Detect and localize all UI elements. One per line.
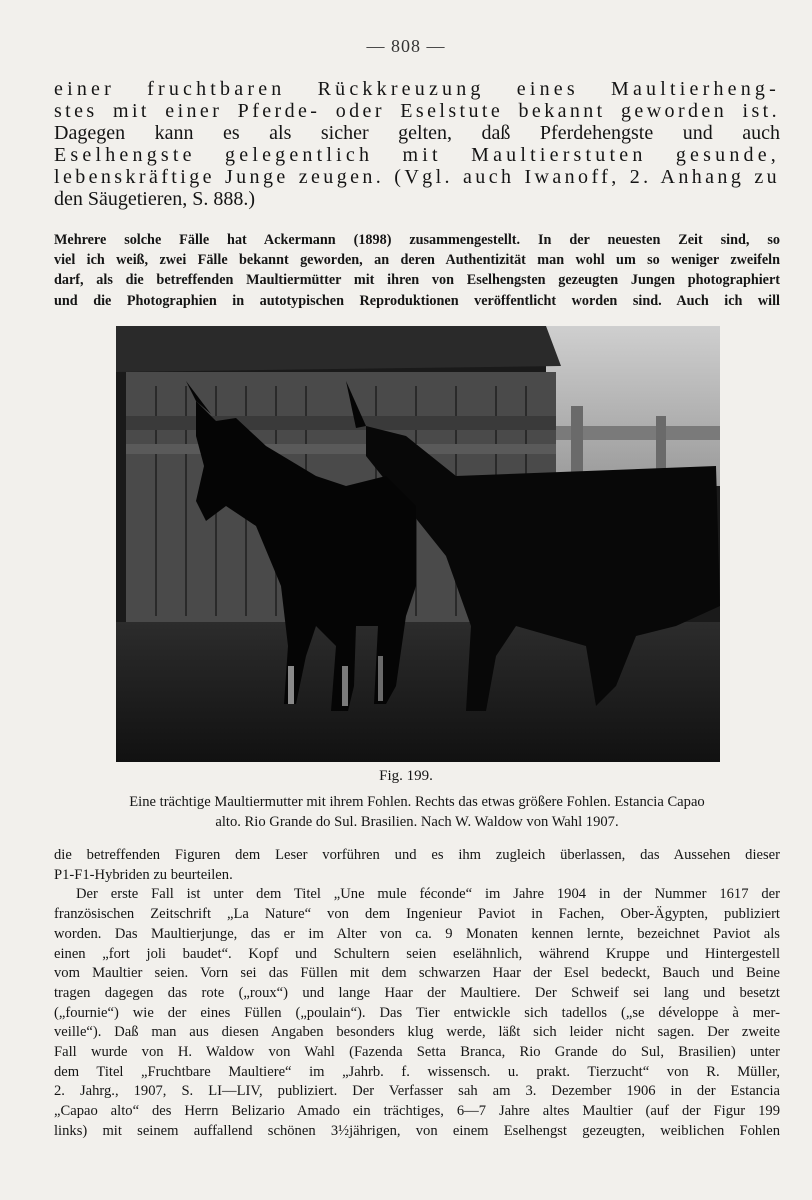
- figure-caption: [54, 792, 780, 832]
- text-line: worden. Das Maultierjunge, das er im Alter von ca. 9 Monaten kennen lernte, bezeichnet Paviot als: [54, 925, 780, 942]
- text-line: 2. Jahrg., 1907, S. LI—LIV, publiziert. Der Verfasser sah am 3. Dezember 1906 in der Estancia: [54, 1083, 780, 1100]
- text-line: stes mit einer Pferde- oder Eselstute bekannt geworden ist.: [54, 100, 780, 122]
- text-line: einen „fort joli baudet“. Kopf und Schultern seien eselähnlich, während Kruppe und Hintergestell: [54, 945, 780, 962]
- text-line: P1-F1-Hybriden zu beurteilen.: [54, 866, 233, 883]
- text-line: Der erste Fall ist unter dem Titel „Une mule féconde“ im Jahre 1904 in der Nummer 1617 der: [76, 886, 780, 903]
- text-line: den Säugetieren, S. 888.): [54, 188, 256, 210]
- body-paragraphs: [54, 846, 780, 1142]
- text-line: tragen dagegen das rote („roux“) und lange Haar der Maultiere. Der Schweif sei lang und besetzt: [54, 984, 780, 1001]
- text-line: lebenskräftige Junge zeugen. (Vgl. auch Iwanoff, 2. Anhang zu: [54, 166, 780, 188]
- photograph-mules: [116, 326, 720, 762]
- note-paragraph: [54, 230, 780, 311]
- text-line: („fournie“) wie der eines Füllen („poulain“). Das Tier entwickle sich tadellos („se développe à mer-: [54, 1004, 780, 1021]
- text-line: und die Photographien in autotypischen Reproduktionen veröffentlicht worden sind. Auch ich will: [54, 292, 780, 309]
- text-line: viel ich weiß, zwei Fälle bekannt geworden, an deren Authentizität man wohl um so weniger zweifeln: [54, 252, 780, 269]
- text-line: darf, als die betreffenden Maultiermütter mit ihren von Eselhengsten gezeugten Jungen photographiert: [54, 272, 780, 289]
- text-line: links) mit seinem auffallend schönen 3½jährigen, von einem Eselhengst gezeugten, weiblichen Fohlen: [54, 1122, 780, 1139]
- text-line: französischen Zeitschrift „La Nature“ von dem Ingenieur Paviot in Fachen, Ober-Ägypten, publiziert: [54, 906, 780, 923]
- page-number: — 808 —: [366, 36, 446, 56]
- text-line: Eselhengste gelegentlich mit Maultierstuten gesunde,: [54, 144, 780, 166]
- text-line: veille“). Daß man aus diesen Angaben besonders klug werde, läßt sich leider nicht sagen. Der zweite: [54, 1024, 780, 1041]
- text-line: dem Titel „Fruchtbare Maultiere“ im „Jahrb. f. wissensch. u. prakt. Tierzucht“ von R. Müller,: [54, 1063, 780, 1080]
- text-line: die betreffenden Figuren dem Leser vorführen und es ihm zugleich überlassen, das Aussehen dieser: [54, 847, 780, 863]
- text-line: „Capao alto“ des Herrn Belizario Amado ein trächtiges, 6—7 Jahre altes Maultier (auf der Figur 199: [54, 1103, 780, 1120]
- caption-line: alto. Rio Grande do Sul. Brasilien. Nach W. Waldow von Wahl 1907.: [215, 814, 619, 830]
- text-line: Dagegen kann es als sicher gelten, daß Pferdehengste und auch: [54, 122, 780, 144]
- text-line: einer fruchtbaren Rückkreuzung eines Maultierheng-: [54, 78, 780, 100]
- text-line: Fall wurde von H. Waldow von Wahl (Fazenda Setta Branca, Rio Grande do Sul, Brasilien) unter: [54, 1044, 780, 1061]
- text-line: vom Maultier seien. Vorn sei das Füllen mit dem schwarzen Haar der Esel bedeckt, Bauch und Beine: [54, 965, 780, 982]
- text-line: Mehrere solche Fälle hat Ackermann (1898) zusammengestellt. In der neuesten Zeit sind, so: [54, 232, 780, 248]
- intro-paragraph: [54, 78, 780, 210]
- caption-line: Eine trächtige Maultiermutter mit ihrem Fohlen. Rechts das etwas größere Fohlen. Estancia Capao: [129, 794, 705, 810]
- figure-number: Fig. 199.: [379, 768, 433, 784]
